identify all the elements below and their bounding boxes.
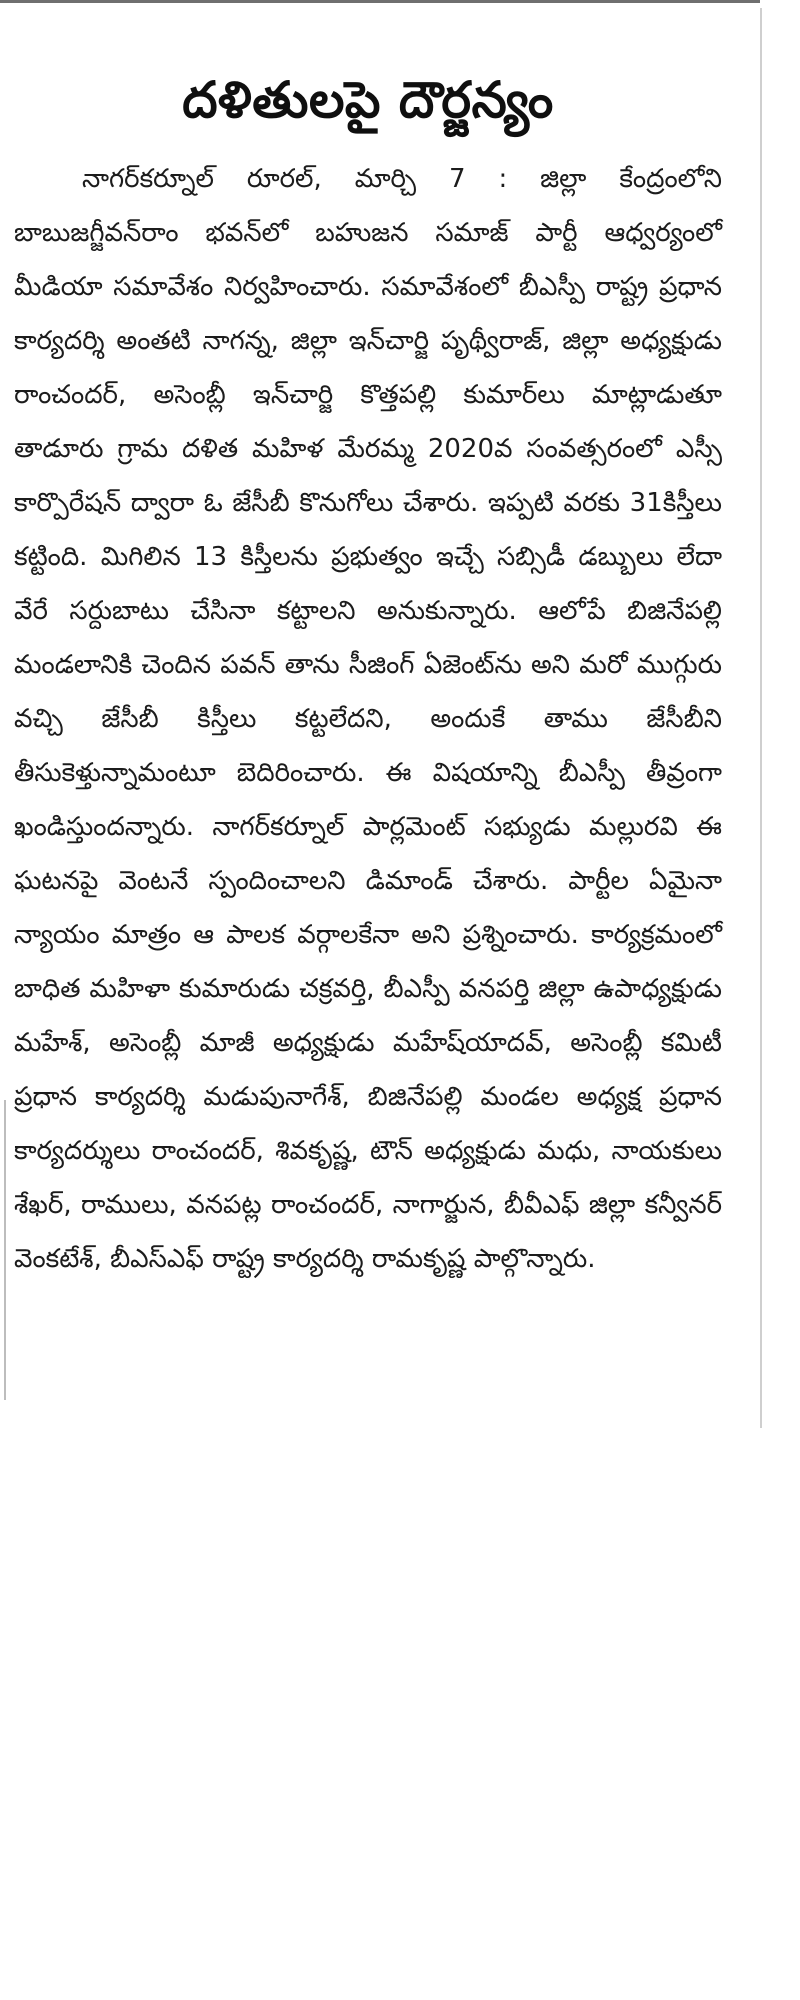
article-body-text: జిల్లా కేంద్రంలోని బాబుజగ్జీవన్‌రాం భవన్‌లో బహుజన సమాజ్ పార్టీ ఆధ్వర్యంలో మీడియా సమావేశం నిర్వహించారు. సమావేశంలో బీఎస్పీ రాష్ట్ర ప్రధాన కార్యదర్శి అంతటి నాగన్న, జిల్లా ఇన్‌చార్జి పృథ్వీరాజ్, జిల్లా అధ్యక్షుడు రాంచందర్, అసెంబ్లీ ఇన్‌చార్జి కొత్తపల్లి కుమార్‌లు మాట్లాడుతూ తాడూరు గ్రామ దళిత మహిళ మేరమ్మ 2020వ సంవత్సరంలో ఎస్సీ కార్పొరేషన్ ద్వారా ఓ జేసీబీ కొనుగోలు చేశారు. ఇప్పటి వరకు 31కిస్తీలు కట్టింది. మిగిలిన 13 కిస్తీలను ప్రభుత్వం ఇచ్చే సబ్సిడీ డబ్బులు లేదా వేరే సర్దుబాటు చేసినా కట్టాలని అనుకున్నారు. ఆలోపే బిజినేపల్లి మండలానికి చెందిన పవన్ తాను సీజింగ్ ఏజెంట్‌ను అని మరో ముగ్గురు వచ్చి జేసీబీ కిస్తీలు కట్టలేదని, అందుకే తాము జేసీబీని తీసుకెళ్తున్నామంటూ బెదిరించారు. ఈ విషయాన్ని బీఎస్పీ తీవ్రంగా ఖండిస్తుందన్నారు. నాగర్‌కర్నూల్ పార్లమెంట్ సభ్యుడు మల్లురవి ఈ ఘటనపై వెంటనే స్పందించాలని డిమాండ్ చేశారు. పార్టీల ఏమైనా న్యాయం మాత్రం ఆ పాలక వర్గాలకేనా అని ప్రశ్నించారు. కార్యక్రమంలో బాధిత మహిళా కుమారుడు చక్రవర్తి, బీఎస్పీ వనపర్తి జిల్లా ఉపాధ్యక్షుడు మహేశ్, అసెంబ్లీ మాజీ అధ్యక్షుడు మహేష్‌యాదవ్, అసెంబ్లీ కమిటీ ప్రధాన కార్యదర్శి మడుపునాగేశ్, బిజినేపల్లి మండల అధ్యక్ష ప్రధాన కార్యదర్శులు రాంచందర్, శివకృష్ణ, టౌన్ అధ్యక్షుడు మధు, నాయకులు శేఖర్, రాములు, వనపట్ల రాంచందర్, నాగార్జున, బీవీఎఫ్ జిల్లా కన్వీనర్ వెంకటేశ్, బీఎస్ఎఫ్ రాష్ట్ర కార్యదర్శి రామకృష్ణ పాల్గొన్నారు. (14, 164, 722, 1274)
article-body (8, 152, 728, 1286)
article-headline: దళితులపై దౌర్జన్యం (182, 71, 554, 129)
article-dateline: నాగర్‌కర్నూల్ రూరల్, మార్చి 7 : (82, 164, 541, 194)
left-margin-rule (4, 1100, 6, 1400)
news-article (8, 20, 728, 1990)
top-border-rule (0, 0, 760, 3)
column-divider-rule (760, 8, 762, 1428)
